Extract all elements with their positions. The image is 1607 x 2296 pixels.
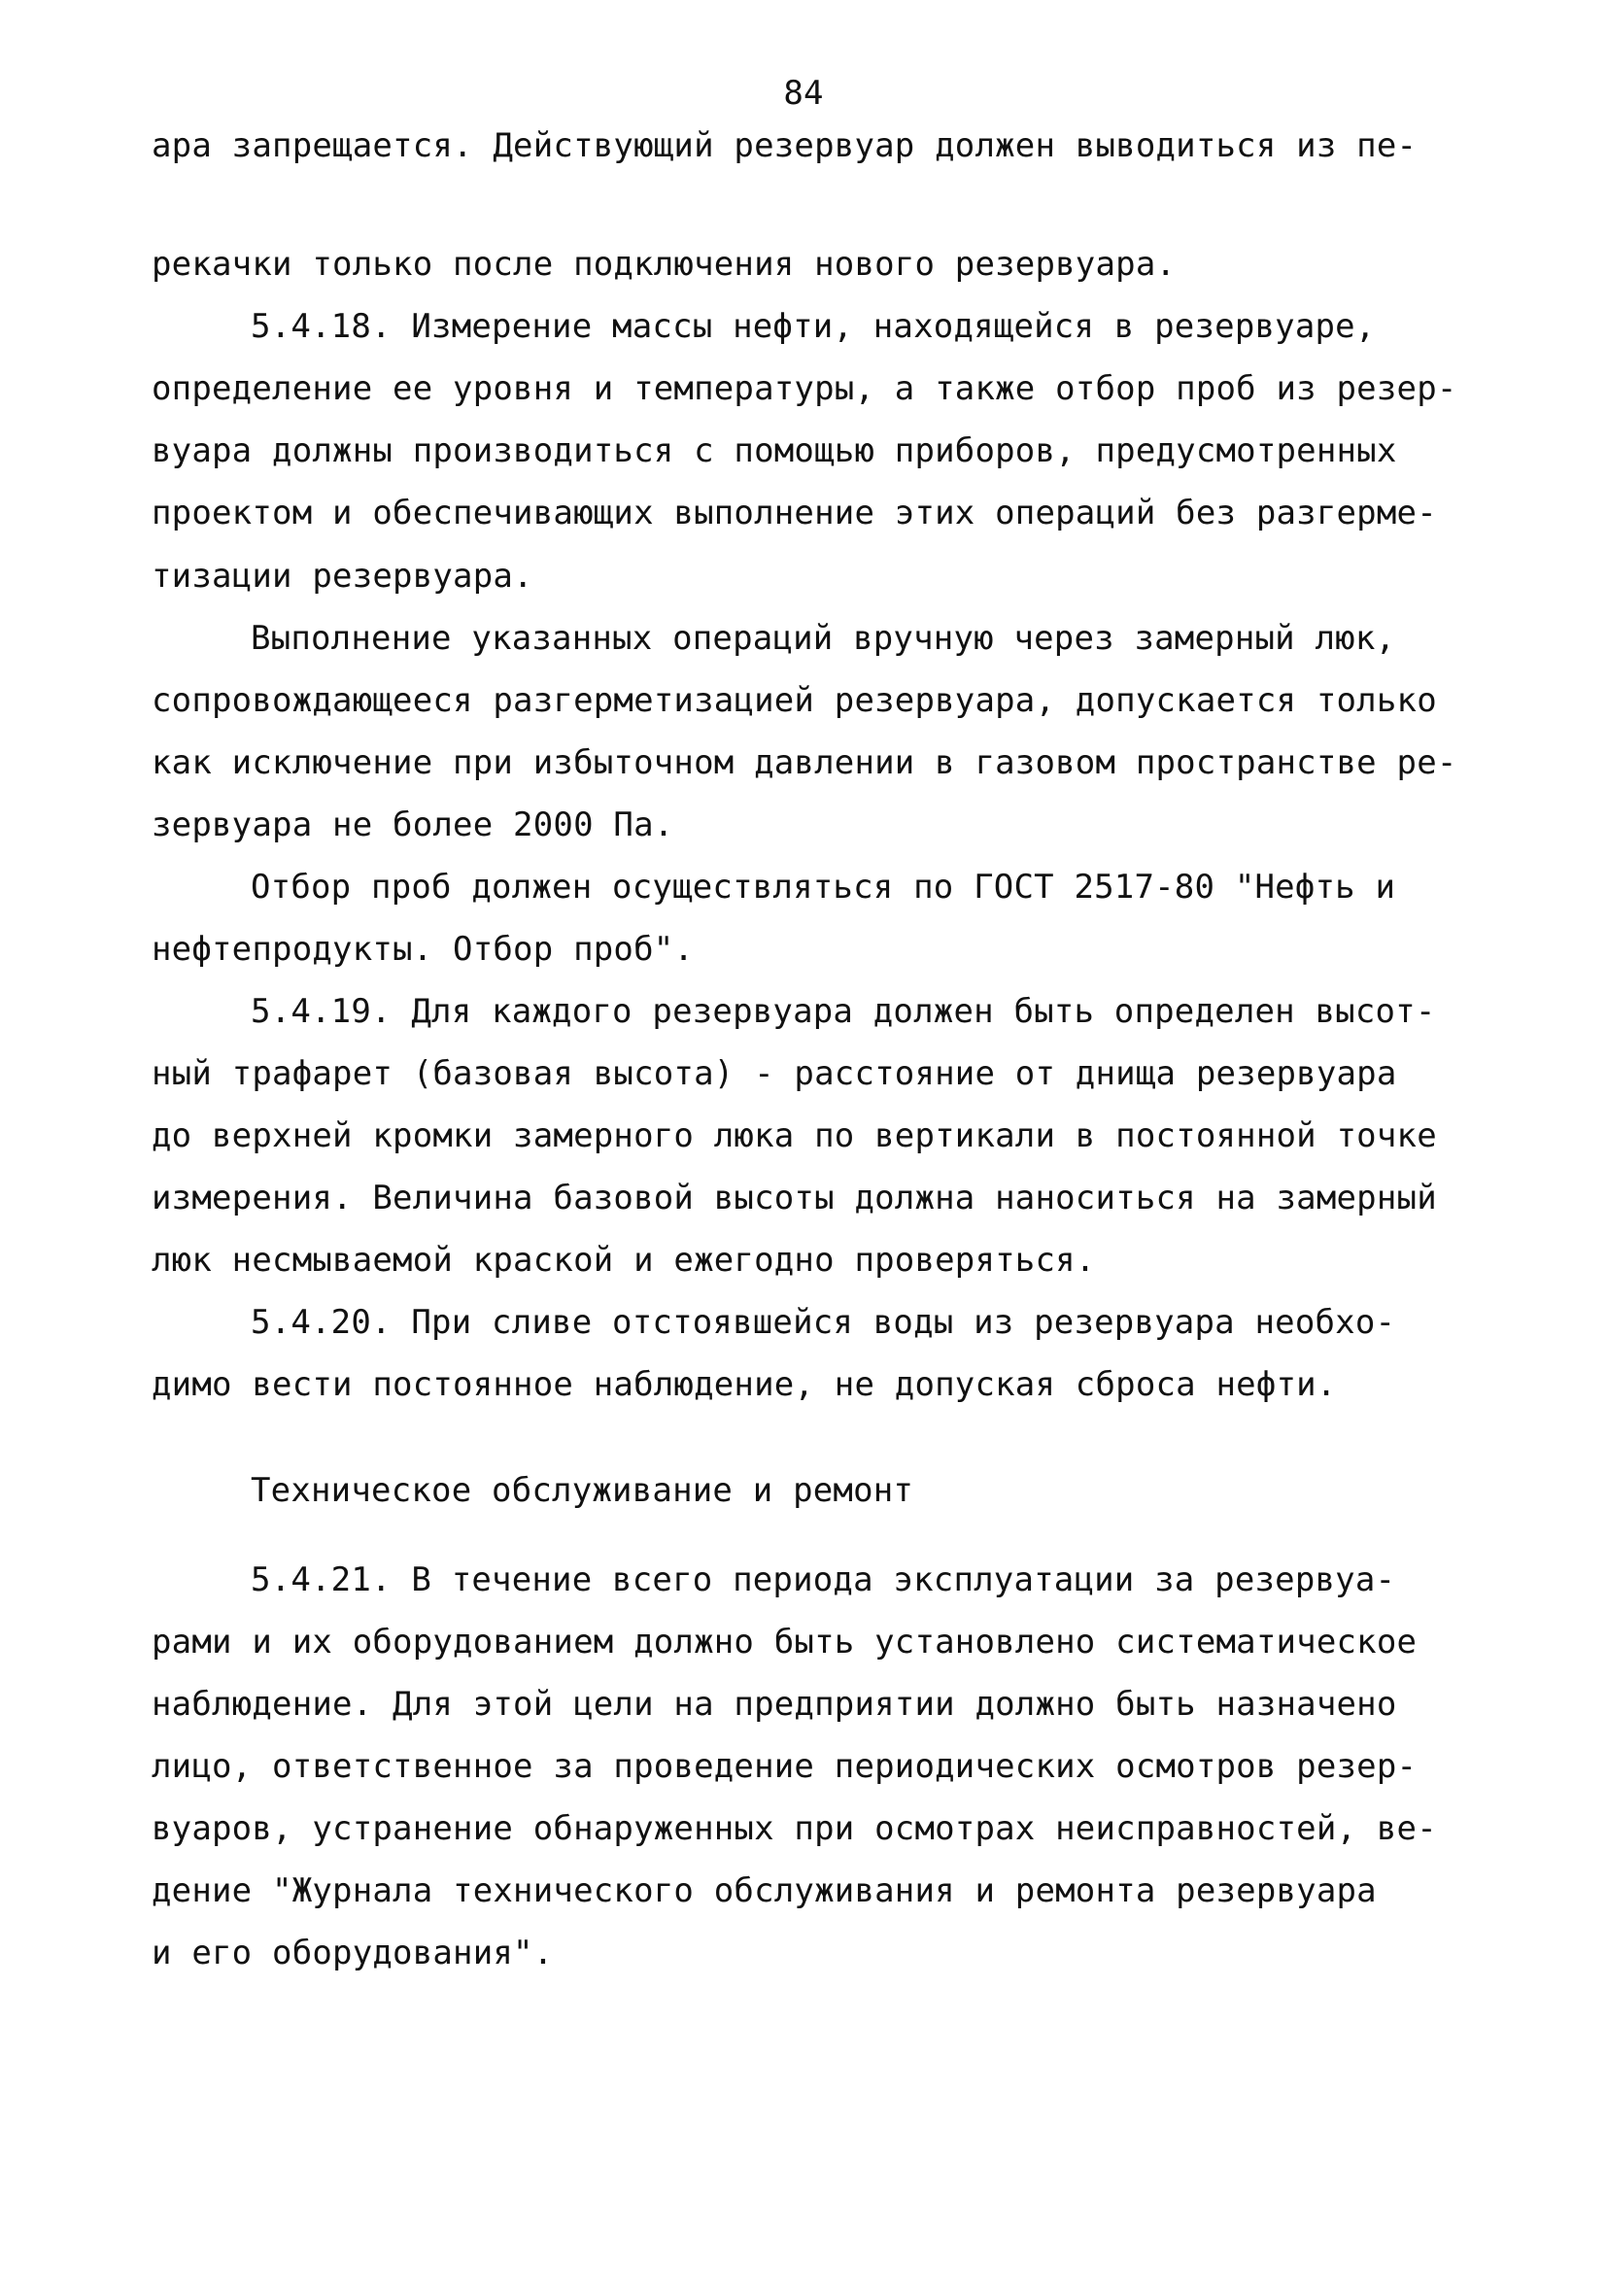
text-line: зервуара не более 2000 Па. <box>152 805 674 844</box>
text-line: тизации резервуара. <box>152 557 533 596</box>
text-line: люк несмываемой краской и ежегодно проверяться. <box>152 1241 1096 1280</box>
text-line: рекачки только после подключения нового резервуара. <box>152 245 1177 284</box>
text-line: определение ее уровня и температуры, а также отбор проб из резер- <box>152 369 1457 408</box>
text-line: ара запрещается. Действующий резервуар должен выводиться из пе- <box>152 126 1418 165</box>
text-line: Выполнение указанных операций вручную через замерный люк, <box>251 619 1396 658</box>
text-line: 5.4.19. Для каждого резервуара должен быть определен высот- <box>251 992 1436 1031</box>
page-number: 84 <box>783 74 824 113</box>
text-line: дение "Журнала технического обслуживания и ремонта резервуара <box>152 1871 1377 1910</box>
text-line: 5.4.20. При сливе отстоявшейся воды из резервуара необхо- <box>251 1303 1396 1342</box>
text-line: сопровождающееся разгерметизацией резервуара, допускается только <box>152 681 1437 720</box>
text-line: измерения. Величина базовой высоты должна наноситься на замерный <box>152 1179 1437 1217</box>
text-line: вуара должны производиться с помощью приборов, предусмотренных <box>152 431 1397 470</box>
section-heading: Техническое обслуживание и ремонт <box>251 1471 914 1510</box>
text-line: до верхней кромки замерного люка по вертикали в постоянной точке <box>152 1116 1437 1155</box>
text-line: лицо, ответственное за проведение периодических осмотров резер- <box>152 1747 1418 1786</box>
text-line: нефтепродукты. Отбор проб". <box>152 930 695 969</box>
text-line: рами и их оборудованием должно быть установлено систематическое <box>152 1623 1418 1662</box>
text-line: 5.4.21. В течение всего периода эксплуатации за резервуа- <box>251 1560 1396 1599</box>
text-line: ный трафарет (базовая высота) - расстояние от днища резервуара <box>152 1054 1397 1093</box>
text-line: и его оборудования". <box>152 1934 554 1972</box>
text-line: проектом и обеспечивающих выполнение этих операций без разгерме- <box>152 494 1437 532</box>
text-line: димо вести постоянное наблюдение, не допуская сброса нефти. <box>152 1365 1337 1404</box>
text-line: вуаров, устранение обнаруженных при осмотрах неисправностей, ве- <box>152 1809 1437 1848</box>
text-line: наблюдение. Для этой цели на предприятии должно быть назначено <box>152 1685 1397 1724</box>
text-line: Отбор проб должен осуществляться по ГОСТ 2517-80 "Нефть и <box>251 868 1396 907</box>
text-line: как исключение при избыточном давлении в газовом пространстве ре- <box>152 743 1457 782</box>
text-line: 5.4.18. Измерение массы нефти, находящейся в резервуаре, <box>251 307 1376 346</box>
